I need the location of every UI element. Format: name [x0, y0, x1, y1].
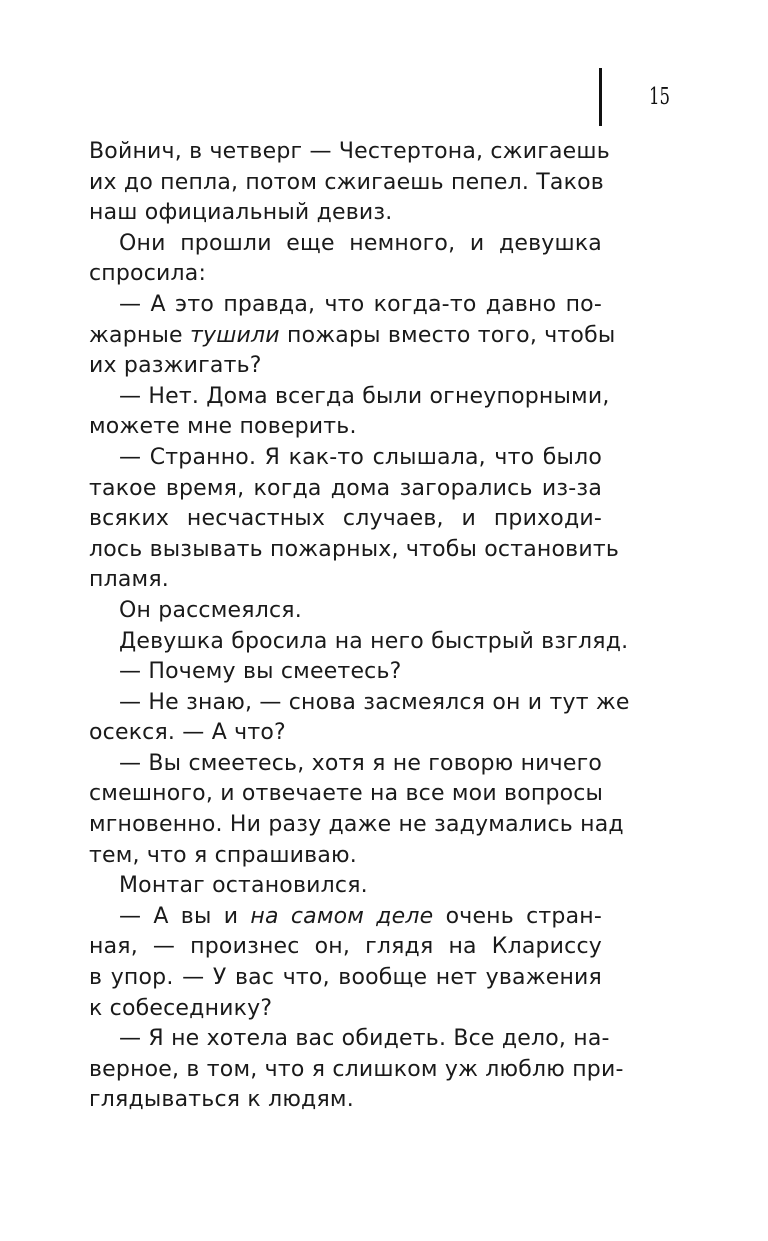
text-line: смешного, и отвечаете на все мои вопросы [89, 781, 604, 807]
text-line: мгновенно. Ни разу даже не задумались над [89, 812, 624, 838]
text-line: Он рассмеялся. [119, 597, 302, 623]
text-line: всяких несчастных случаев, и приходи- [89, 506, 602, 532]
text-segment: пожары вместо того, чтобы [287, 322, 616, 348]
text-line: к собеседнику? [89, 995, 273, 1021]
text-line: — А это правда, что когда-то давно по- [119, 291, 602, 317]
text-line: спросила: [89, 261, 207, 287]
text-line: — Странно. Я как-то слышала, что было [119, 444, 602, 470]
text-line: можете мне поверить. [89, 414, 357, 440]
italic-emphasis: на самом деле [250, 903, 434, 929]
italic-emphasis: тушили [189, 322, 280, 348]
text-line: Они прошли еще немного, и девушка [119, 230, 602, 256]
text-line: верное, в том, что я слишком уж люблю при- [89, 1056, 624, 1082]
text-line: их до пепла, потом сжигаешь пепел. Таков [89, 169, 604, 195]
text-segment: очень стран- [445, 903, 602, 929]
text-line: — Нет. Дома всегда были огнеупорными, [119, 383, 610, 409]
body-text [89, 137, 630, 1116]
text-segment: — А вы и [119, 903, 239, 929]
text-line: Девушка бросила на него быстрый взгляд. [119, 628, 629, 654]
text-line: в упор. — У вас что, вообще нет уважения [89, 965, 602, 991]
text-line: — Почему вы смеетесь? [119, 659, 402, 685]
text-line: тем, что я спрашиваю. [89, 842, 357, 868]
header-rule [599, 68, 602, 126]
text-line: — Вы смеетесь, хотя я не говорю ничего [119, 750, 603, 776]
text-line: ная, — произнес он, глядя на Клариссу [89, 934, 602, 960]
text-line: глядываться к людям. [89, 1087, 354, 1113]
text-line-mixed [89, 902, 602, 933]
text-line: их разжигать? [89, 353, 262, 379]
text-line: Войнич, в четверг — Честертона, сжигаешь [89, 139, 610, 164]
text-line: пламя. [89, 567, 169, 593]
page-number: 15 [649, 84, 671, 110]
text-line: — Не знаю, — снова засмеялся он и тут же [119, 689, 630, 715]
text-segment: жарные [89, 322, 183, 348]
text-line: наш официальный девиз. [89, 200, 393, 226]
text-line: такое время, когда дома загорались из-за [89, 475, 602, 501]
text-line: лось вызывать пожарных, чтобы остановить [89, 536, 620, 562]
text-line: — Я не хотела вас обидеть. Все дело, на- [119, 1026, 610, 1052]
text-line: Монтаг остановился. [119, 873, 368, 899]
text-line-mixed [89, 321, 616, 352]
text-line: осекся. — А что? [89, 720, 286, 746]
